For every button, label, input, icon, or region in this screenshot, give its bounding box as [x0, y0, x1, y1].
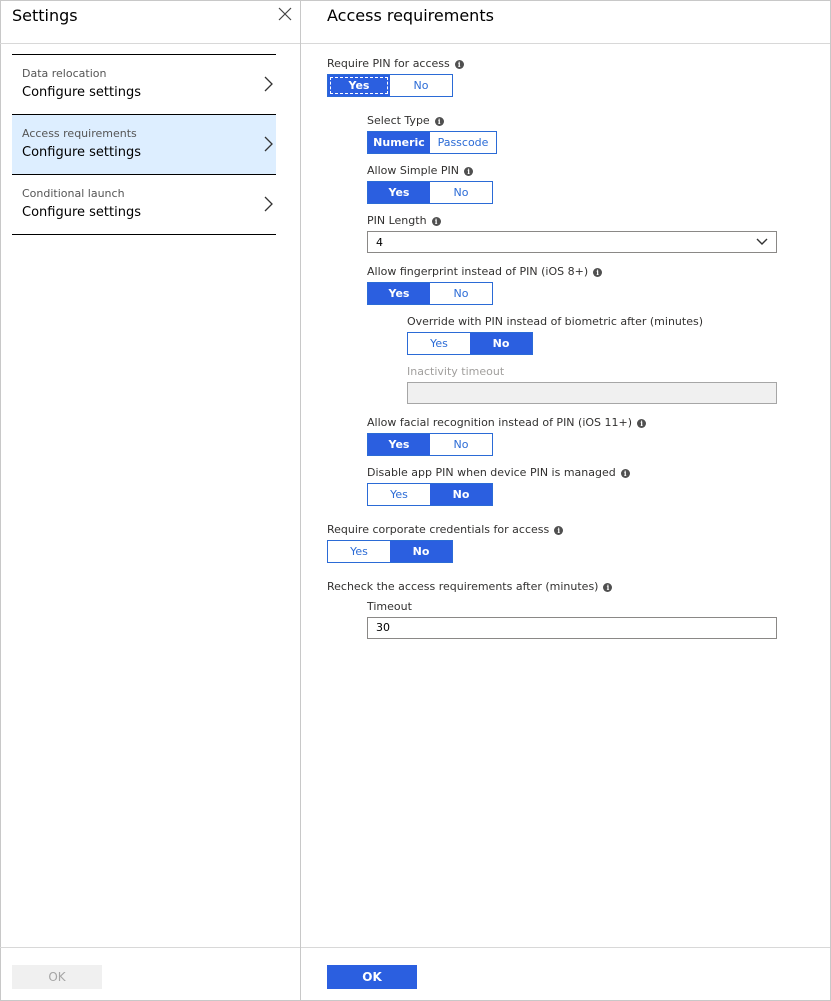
facial-recognition-toggle: [367, 433, 493, 456]
require-pin-label-text: Require PIN for access: [327, 57, 450, 70]
corporate-credentials-yes[interactable]: Yes: [328, 541, 390, 562]
blade-title: Access requirements: [327, 6, 494, 25]
nav-item-sublabel: Conditional launch: [22, 187, 125, 200]
chevron-right-icon: [262, 134, 274, 154]
info-icon[interactable]: i: [593, 268, 602, 277]
settings-title: Settings: [12, 6, 78, 25]
nav-item-access-requirements[interactable]: [12, 114, 276, 174]
override-biometric-yes[interactable]: Yes: [408, 333, 470, 354]
nav-item-label: Configure settings: [22, 205, 141, 220]
recheck-label: [327, 579, 612, 594]
header-divider: [301, 43, 830, 44]
settings-blade: [0, 0, 301, 1001]
simple-pin-label-text: Allow Simple PIN: [367, 164, 460, 177]
header-divider: [0, 43, 300, 44]
info-icon[interactable]: i: [435, 117, 444, 126]
timeout-label: Timeout: [367, 600, 412, 613]
require-pin-no[interactable]: No: [390, 75, 452, 96]
nav-item-conditional-launch[interactable]: [12, 174, 276, 235]
fingerprint-yes[interactable]: Yes: [368, 283, 430, 304]
facial-recognition-yes[interactable]: Yes: [368, 434, 430, 455]
simple-pin-label: [367, 163, 473, 178]
pin-length-value: 4: [376, 236, 383, 249]
disable-app-pin-yes[interactable]: Yes: [368, 484, 430, 505]
nav-item-label: Configure settings: [22, 85, 141, 100]
ok-button[interactable]: OK: [327, 965, 417, 989]
pin-length-dropdown[interactable]: [367, 231, 777, 253]
info-icon[interactable]: i: [637, 419, 646, 428]
inactivity-timeout-input: [407, 382, 777, 404]
access-requirements-blade: [301, 0, 831, 1001]
override-biometric-no[interactable]: No: [470, 333, 532, 354]
nav-item-data-relocation[interactable]: [12, 54, 276, 114]
select-type-passcode[interactable]: Passcode: [430, 132, 496, 153]
timeout-input[interactable]: 30: [367, 617, 777, 639]
fingerprint-label-text: Allow fingerprint instead of PIN (iOS 8+): [367, 265, 589, 278]
disable-app-pin-label: [367, 465, 630, 480]
require-pin-yes[interactable]: Yes: [328, 75, 390, 96]
nav-item-label: Configure settings: [22, 145, 141, 160]
facial-recognition-no[interactable]: No: [430, 434, 492, 455]
require-pin-toggle: [327, 74, 453, 97]
recheck-label-text: Recheck the access requirements after (minutes): [327, 580, 599, 593]
nav-item-sublabel: Data relocation: [22, 67, 107, 80]
info-icon[interactable]: i: [455, 60, 464, 69]
disable-app-pin-toggle: [367, 483, 493, 506]
chevron-right-icon: [262, 194, 274, 214]
pin-length-label: [367, 213, 441, 228]
simple-pin-yes[interactable]: Yes: [368, 182, 430, 203]
corporate-credentials-label: [327, 522, 563, 537]
ok-button-disabled: OK: [12, 965, 102, 989]
override-biometric-label: Override with PIN instead of biometric after (minutes): [407, 315, 704, 328]
nav-item-sublabel: Access requirements: [22, 127, 137, 140]
chevron-right-icon: [262, 74, 274, 94]
facial-recognition-label-text: Allow facial recognition instead of PIN (iOS 11+): [367, 416, 633, 429]
info-icon[interactable]: i: [603, 583, 612, 592]
fingerprint-no[interactable]: No: [430, 283, 492, 304]
chevron-down-icon: [756, 237, 768, 247]
select-type-label-text: Select Type: [367, 114, 430, 127]
select-type-label: [367, 113, 444, 128]
simple-pin-toggle: [367, 181, 493, 204]
disable-app-pin-label-text: Disable app PIN when device PIN is managed: [367, 466, 616, 479]
settings-nav-list: [12, 54, 276, 235]
select-type-numeric[interactable]: Numeric: [368, 132, 430, 153]
info-icon[interactable]: i: [621, 469, 630, 478]
fingerprint-toggle: [367, 282, 493, 305]
footer-divider: [0, 947, 300, 948]
corporate-credentials-label-text: Require corporate credentials for access: [327, 523, 550, 536]
info-icon[interactable]: i: [432, 217, 441, 226]
close-icon[interactable]: [277, 6, 293, 22]
override-biometric-toggle: [407, 332, 533, 355]
corporate-credentials-toggle: [327, 540, 453, 563]
info-icon[interactable]: i: [554, 526, 563, 535]
simple-pin-no[interactable]: No: [430, 182, 492, 203]
corporate-credentials-no[interactable]: No: [390, 541, 452, 562]
select-type-toggle: [367, 131, 497, 154]
disable-app-pin-no[interactable]: No: [430, 484, 492, 505]
footer-divider: [301, 947, 830, 948]
facial-recognition-label: [367, 415, 646, 430]
inactivity-timeout-label: Inactivity timeout: [407, 365, 505, 378]
info-icon[interactable]: i: [464, 167, 473, 176]
fingerprint-label: [367, 264, 602, 279]
pin-length-label-text: PIN Length: [367, 214, 427, 227]
require-pin-label: [327, 56, 464, 71]
